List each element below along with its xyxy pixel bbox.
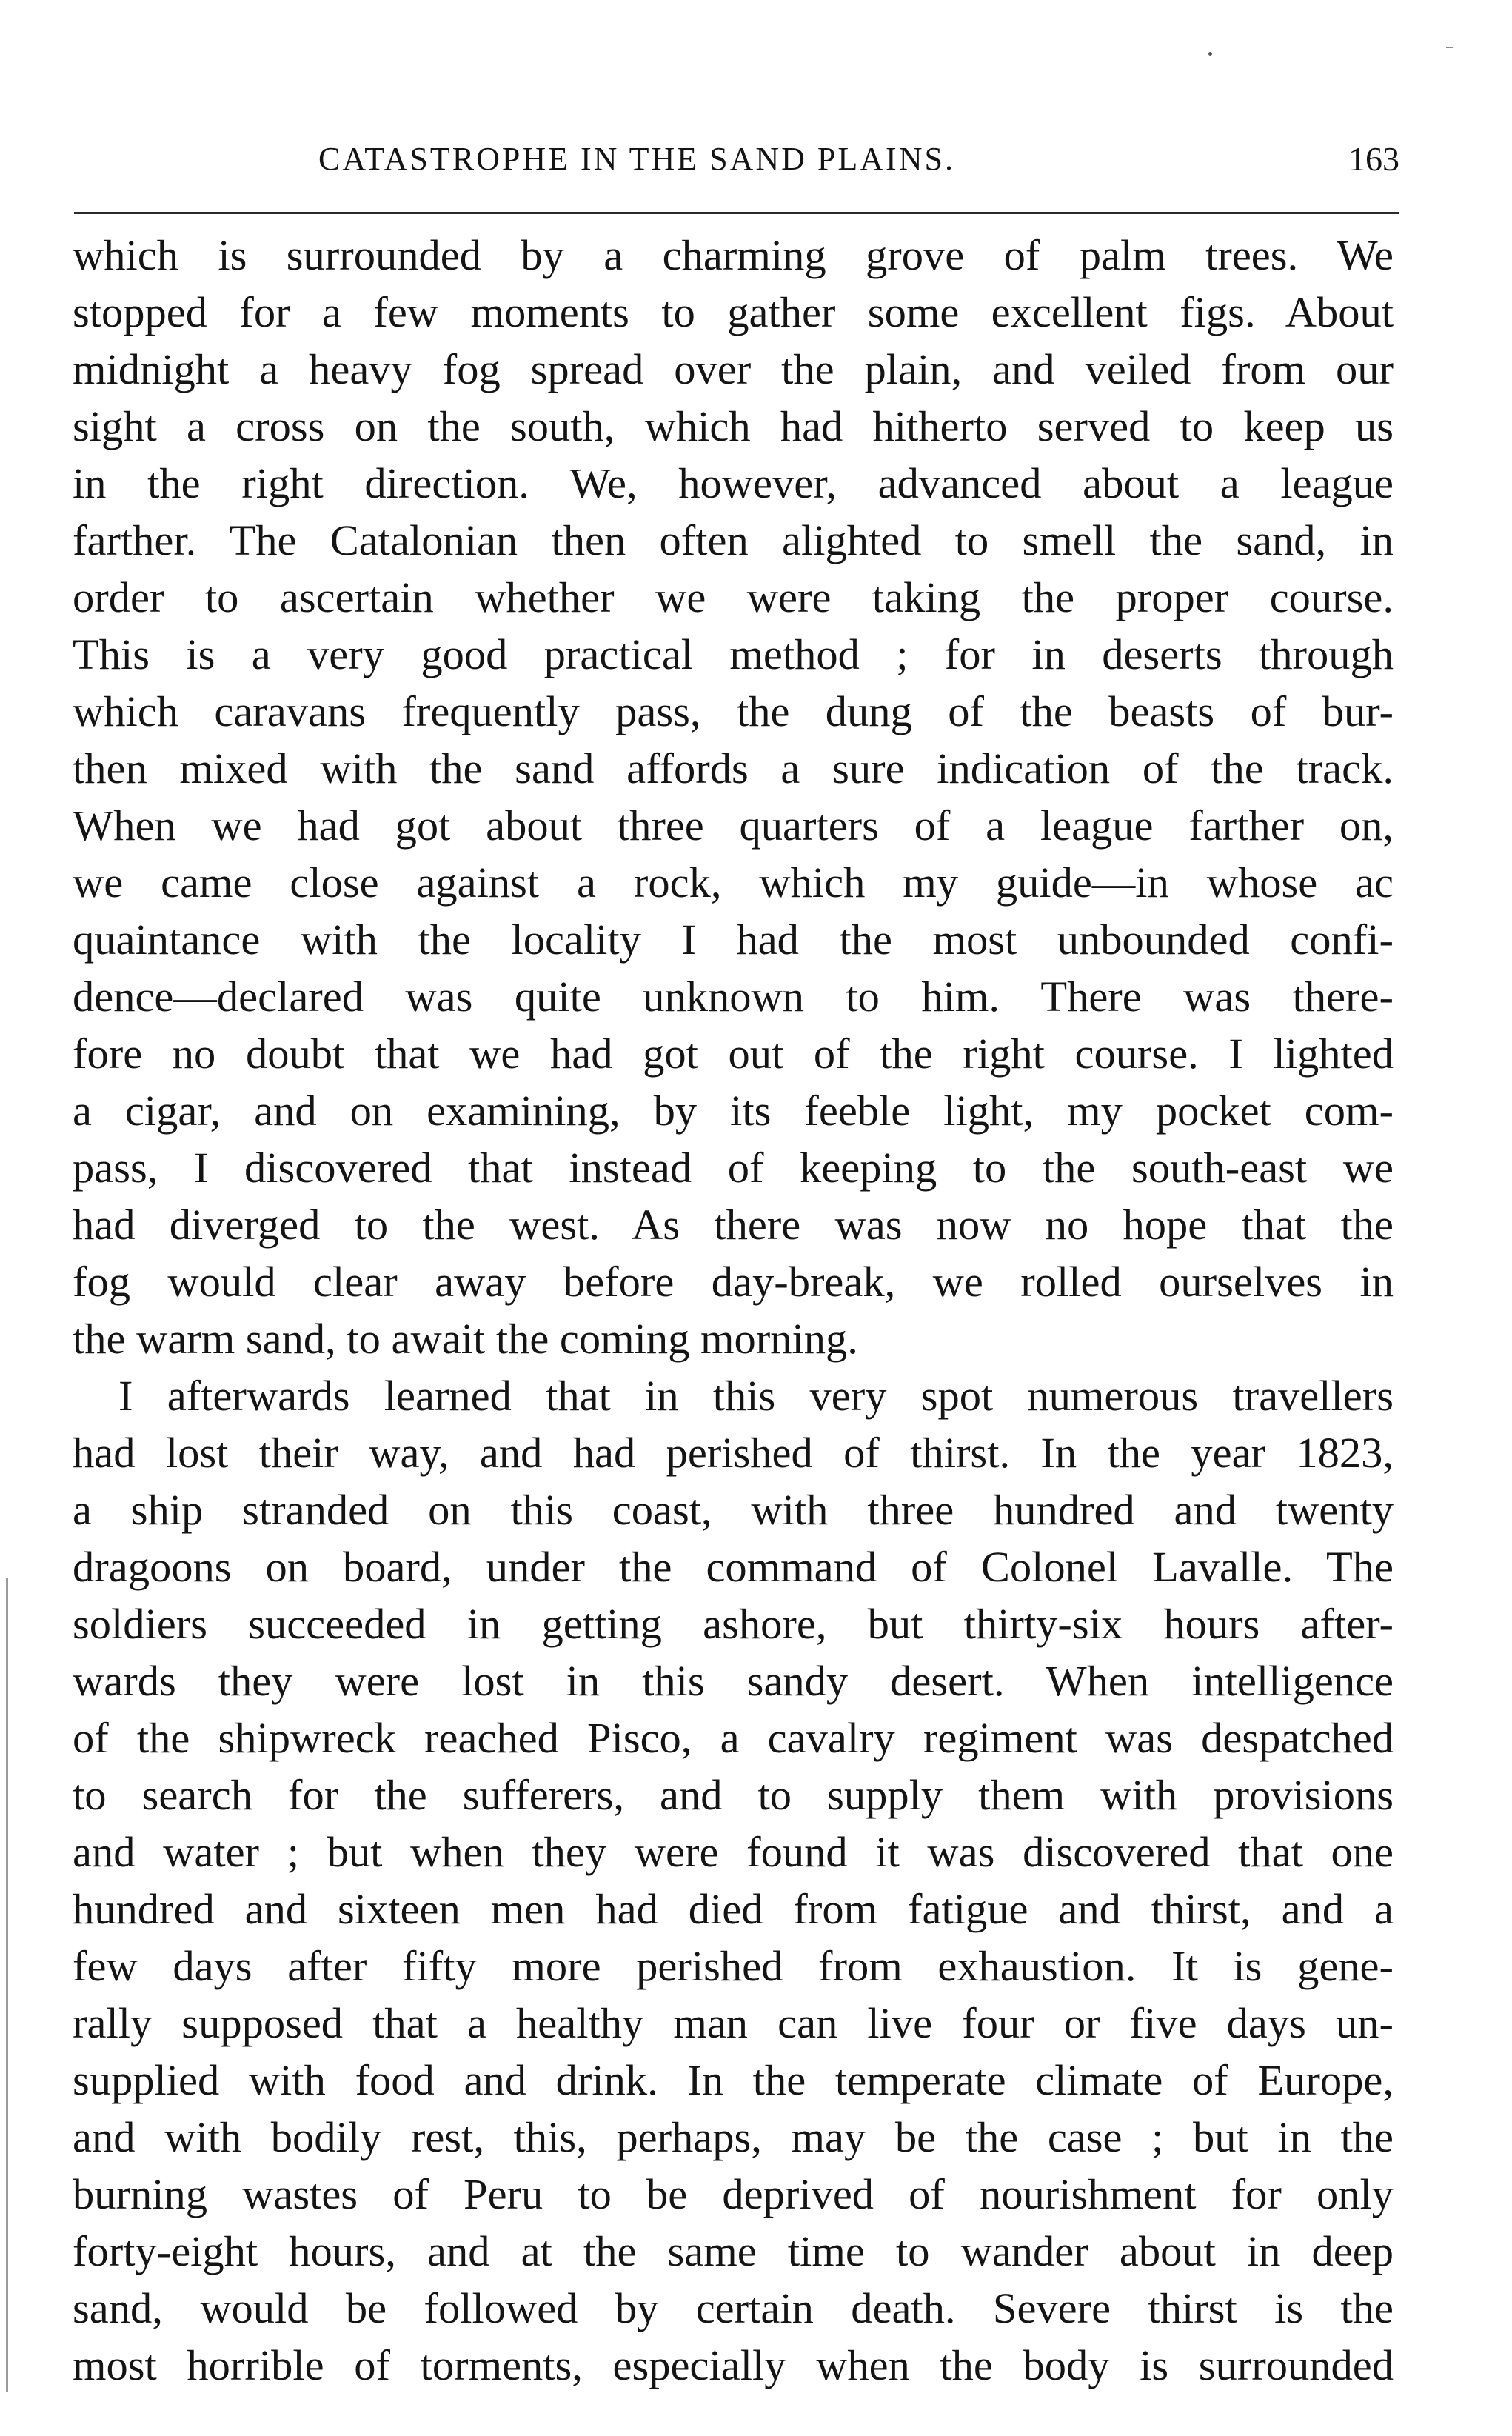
- text-line: in the right direction. We, however, advanced about a league: [73, 459, 1394, 507]
- text-line: had lost their way, and had perished of thirst. In the year 1823,: [73, 1429, 1394, 1477]
- page-number: 163: [1348, 140, 1399, 178]
- text-line: quaintance with the locality I had the most unbounded confi-: [73, 915, 1394, 964]
- text-line: a ship stranded on this coast, with three hundred and twenty: [73, 1486, 1394, 1534]
- paragraph-end-line: the warm sand, to await the coming morning.: [73, 1315, 858, 1363]
- page-edge-shadow: [6, 1578, 8, 2392]
- text-line: sand, would be followed by certain death. Severe thirst is the: [73, 2284, 1394, 2332]
- text-line: few days after fifty more perished from exhaustion. It is gene-: [73, 1942, 1394, 1990]
- text-line: then mixed with the sand affords a sure indication of the track.: [73, 744, 1394, 792]
- text-line: dragoons on board, under the command of Colonel Lavalle. The: [73, 1543, 1394, 1591]
- text-line: wards they were lost in this sandy desert. When intelligence: [73, 1657, 1394, 1705]
- text-line: stopped for a few moments to gather some excellent figs. About: [73, 288, 1394, 336]
- text-line: and with bodily rest, this, perhaps, may be the case ; but in the: [73, 2113, 1394, 2161]
- text-line: supplied with food and drink. In the temperate climate of Europe,: [73, 2056, 1394, 2104]
- text-line: hundred and sixteen men had died from fatigue and thirst, and a: [73, 1885, 1394, 1933]
- paragraph-start-line: I afterwards learned that in this very spot numerous travellers: [118, 1372, 1394, 1420]
- running-title: CATASTROPHE IN THE SAND PLAINS.: [318, 141, 955, 177]
- text-line: forty-eight hours, and at the same time to wander about in deep: [73, 2227, 1394, 2275]
- text-line: most horrible of torments, especially when the body is surrounded: [73, 2341, 1394, 2389]
- text-line: fore no doubt that we had got out of the right course. I lighted: [73, 1030, 1394, 1078]
- text-line: order to ascertain whether we were taking the proper course.: [73, 573, 1394, 621]
- text-line: midnight a heavy fog spread over the plain, and veiled from our: [73, 345, 1394, 393]
- text-line: This is a very good practical method ; for in deserts through: [73, 630, 1394, 678]
- text-line: of the shipwreck reached Pisco, a cavalry regiment was despatched: [73, 1714, 1394, 1762]
- text-line: fog would clear away before day-break, we rolled ourselves in: [73, 1258, 1394, 1306]
- text-line: had diverged to the west. As there was now no hope that the: [73, 1201, 1394, 1249]
- text-line: pass, I discovered that instead of keeping to the south-east we: [73, 1144, 1394, 1192]
- text-line: and water ; but when they were found it was discovered that one: [73, 1828, 1394, 1876]
- text-line: farther. The Catalonian then often alighted to smell the sand, in: [73, 516, 1394, 564]
- body-text: [73, 227, 1394, 2394]
- text-line: rally supposed that a healthy man can live four or five days un-: [73, 1999, 1394, 2047]
- text-line: When we had got about three quarters of a league farther on,: [73, 801, 1394, 850]
- text-line: burning wastes of Peru to be deprived of nourishment for only: [73, 2170, 1394, 2218]
- text-line: which caravans frequently pass, the dung of the beasts of bur-: [73, 687, 1394, 735]
- text-line: a cigar, and on examining, by its feeble light, my pocket com-: [73, 1087, 1394, 1135]
- text-line: dence—declared was quite unknown to him. There was there-: [73, 972, 1394, 1021]
- text-line: sight a cross on the south, which had hitherto served to keep us: [73, 402, 1394, 450]
- running-header: [74, 137, 1399, 189]
- text-line: which is surrounded by a charming grove of palm trees. We: [73, 231, 1394, 279]
- print-speck: [1446, 47, 1453, 48]
- text-line: we came close against a rock, which my guide—in whose ac: [73, 858, 1394, 907]
- header-rule: [74, 212, 1399, 214]
- text-line: soldiers succeeded in getting ashore, but thirty-six hours after-: [73, 1600, 1394, 1648]
- print-speck: [1208, 52, 1212, 56]
- text-line: to search for the sufferers, and to supply them with provisions: [73, 1771, 1394, 1819]
